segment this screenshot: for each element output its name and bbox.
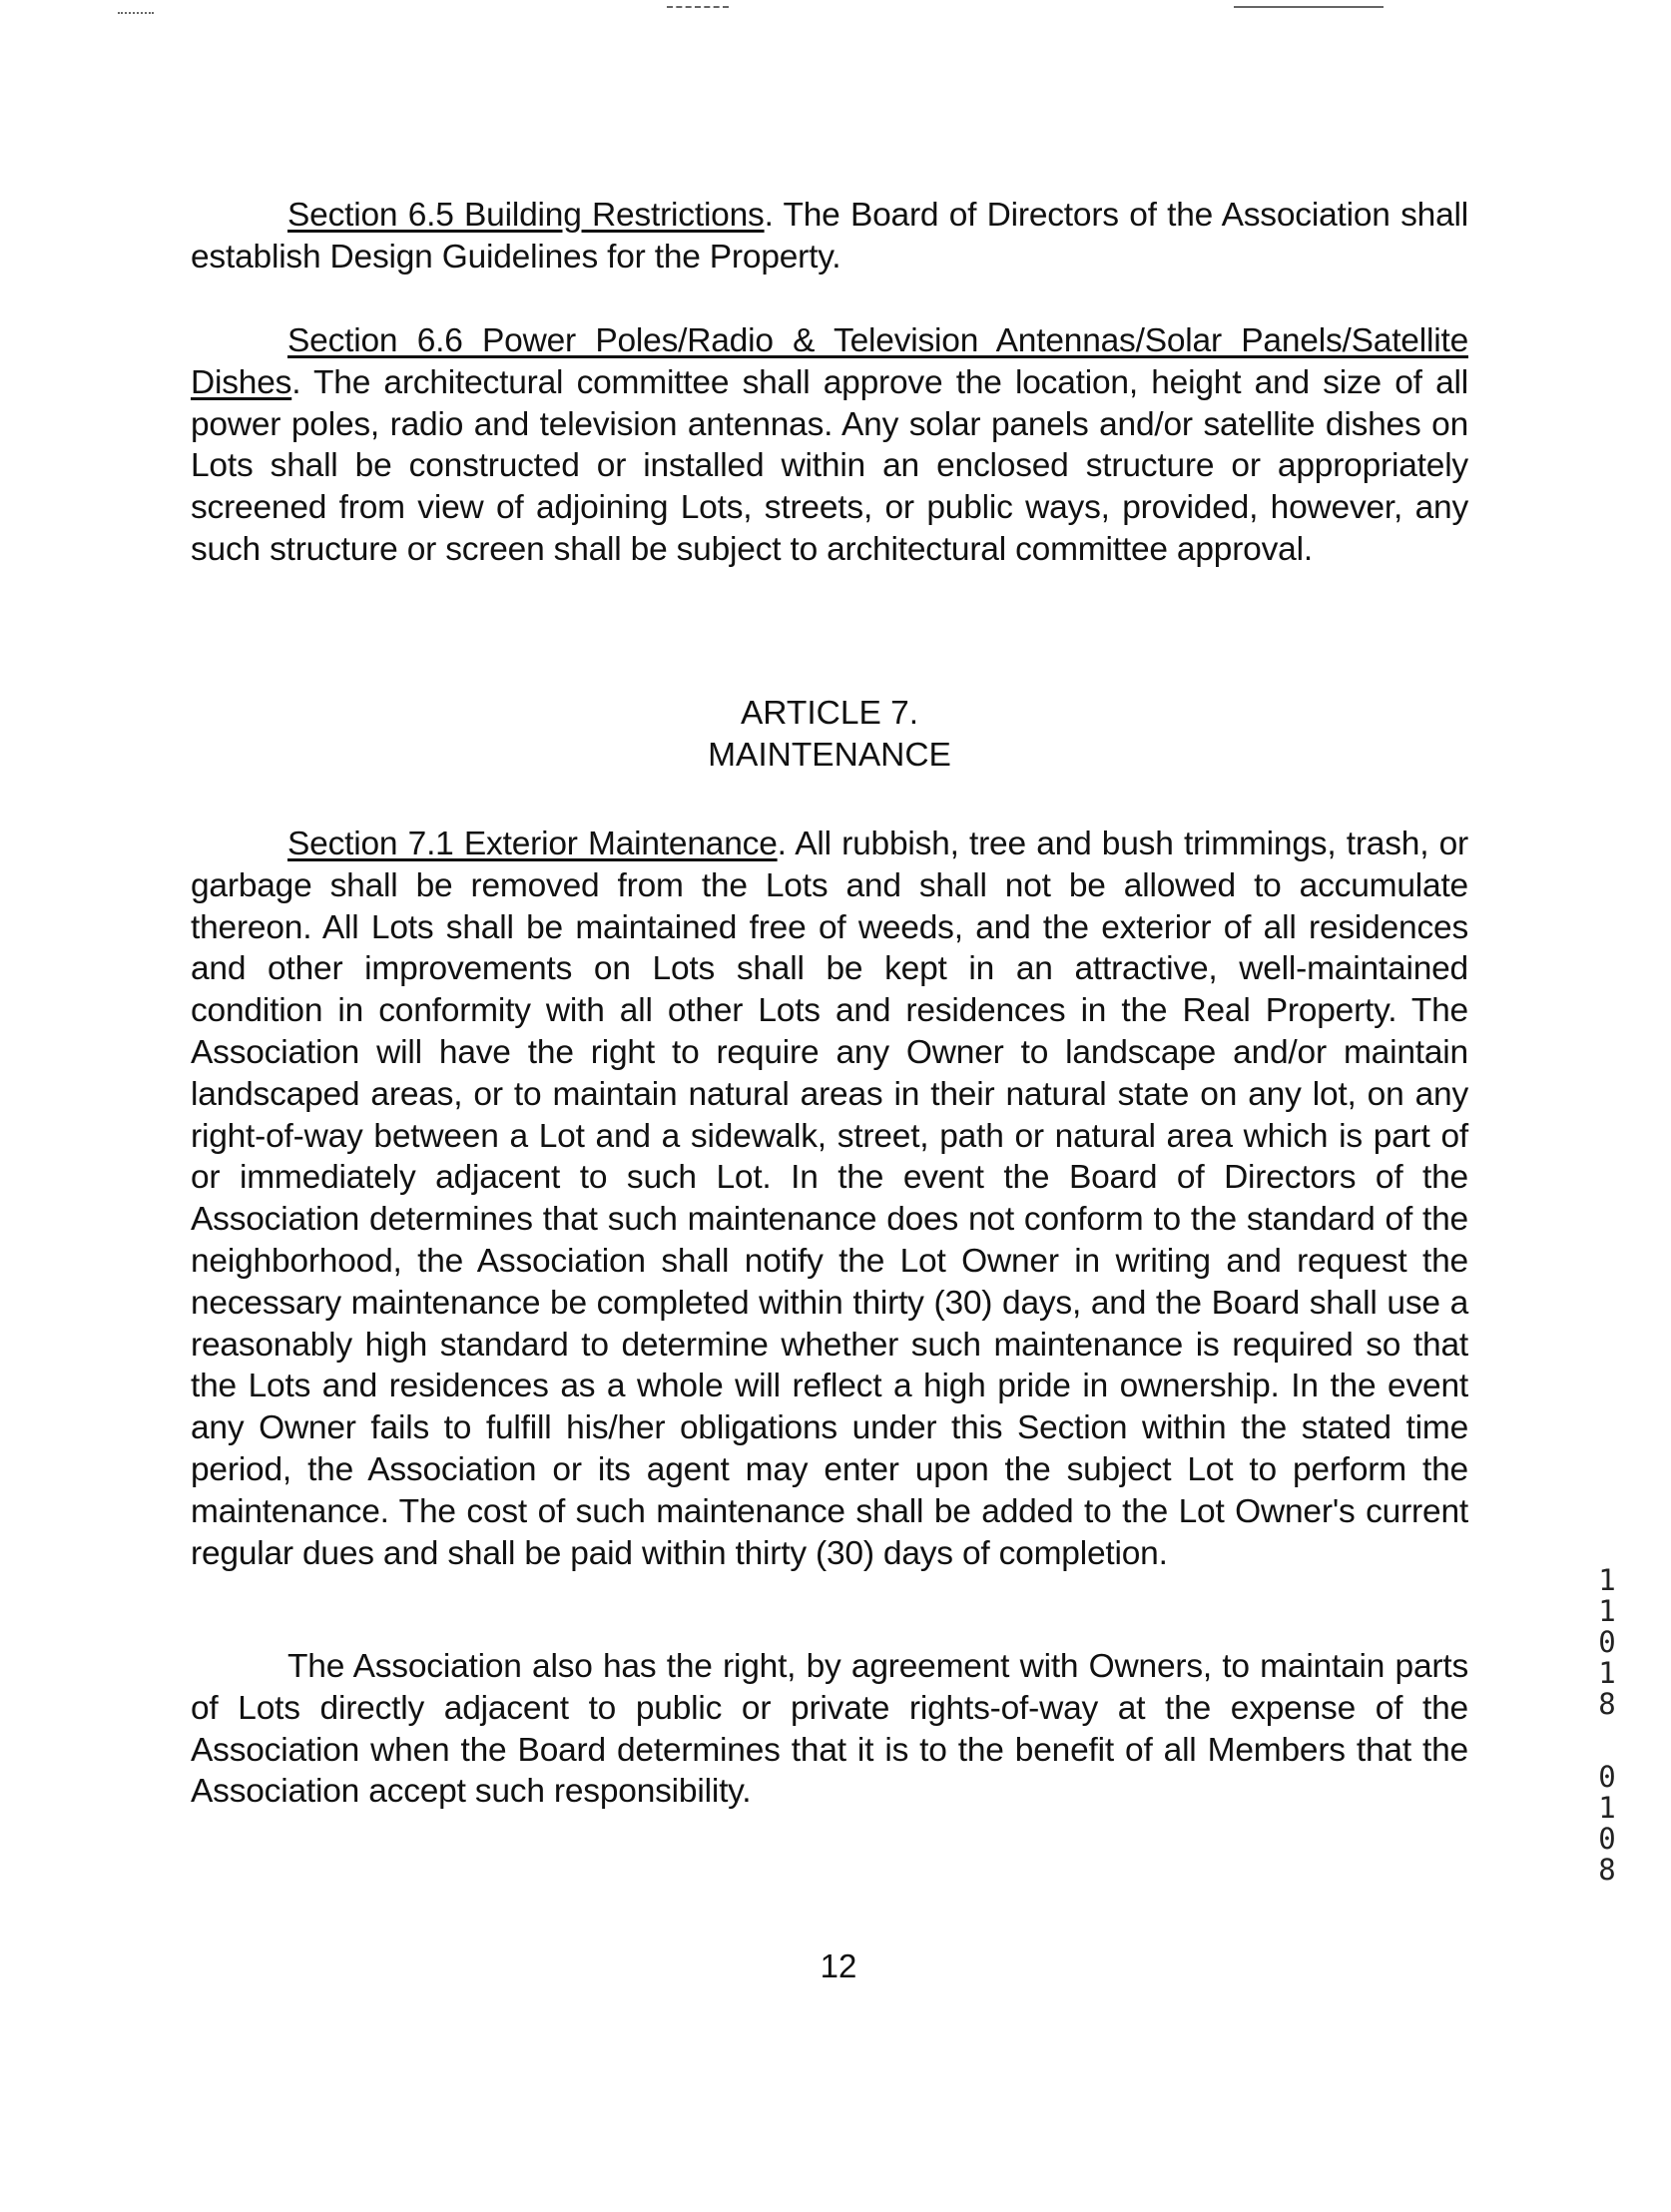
section-6-5-paragraph <box>191 195 1468 278</box>
association-paragraph: The Association also has the right, by agreement with Owners, to maintain parts of Lots directly adjacent to public or private rights-of-way at the expense of the Association when the Board determines that it is to the benefit of all Members that the Association accept such responsibility. <box>191 1648 1468 1811</box>
section-6-6-heading: Section 6.6 Power Poles/Radio & Television Antennas/Solar Panels/Satellite Dishes <box>191 322 1468 401</box>
section-6-6-body: . The architectural committee shall approve the location, height and size of all power poles, radio and television antennas. Any solar panels and/or satellite dishes on Lots shall be constructed or installed within an enclosed structure or appropriately screened from view of adjoining Lots, streets, or public ways, provided, however, any such structure or screen shall be subject to architectural committee approval. <box>191 363 1468 568</box>
stamp-digit: 1 <box>1598 1563 1616 1597</box>
article-number: ARTICLE 7. <box>740 695 919 732</box>
section-6-5-body: . The Board of Directors of the Association shall establish Design Guidelines for the Property. <box>191 197 1468 276</box>
stamp-digit: 8 <box>1598 1687 1616 1721</box>
section-7-1-paragraph <box>191 824 1468 1574</box>
page-number: 12 <box>820 1947 857 1984</box>
section-6-5-heading: Section 6.5 Building Restrictions <box>287 197 765 234</box>
section-6-6-paragraph <box>191 320 1468 571</box>
stamp-digit: 0 <box>1598 1625 1616 1659</box>
section-7-1-heading: Section 7.1 Exterior Maintenance <box>287 826 778 862</box>
scan-artifact-mark <box>1234 6 1384 8</box>
stamp-digit: 1 <box>1598 1656 1616 1690</box>
section-7-1-body: . All rubbish, tree and bush trimmings, trash, or garbage shall be removed from the Lots and shall not be allowed to accumulate thereon. All Lots shall be maintained free of weeds, and the exterior of all residences and other improvements on Lots shall be kept in an attractive, well-maintained condition in conformity with all other Lots and residences in the Real Property. The Association will have the right to require any Owner to landscape and/or maintain landscaped areas, or to maintain natural areas in their natural state on any lot, on any right-of-way between a Lot and a sidewalk, street, path or natural area which is part of or immediately adjacent to such Lot. In the event the Board of Directors of the Association determines that such maintenance does not conform to the standard of the neighborhood, the Association shall notify the Lot Owner in writing and request the necessary maintenance be completed within thirty (30) days, and the Board shall use a reasonably high standard to determine whether such maintenance is required so that the Lots and residences as a whole will reflect a high pride in ownership. In the event any Owner fails to fulfill his/her obligations under this Section within the stated time period, the Association or its agent may enter upon the subject Lot to perform the maintenance. The cost of such maintenance shall be added to the Lot Owner's current regular dues and shall be paid within thirty (30) days of completion. <box>191 826 1468 1572</box>
stamp-digit: 1 <box>1598 1594 1616 1628</box>
stamp-digit: 0 <box>1598 1760 1616 1794</box>
scan-artifact-mark <box>667 6 729 8</box>
stamp-digit: 1 <box>1598 1791 1616 1825</box>
stamp-digit: 0 <box>1598 1822 1616 1856</box>
scan-artifact-mark <box>118 12 154 14</box>
article-title: MAINTENANCE <box>708 737 951 774</box>
margin-document-number-stamp <box>1595 1565 1619 1886</box>
stamp-digit: 8 <box>1598 1853 1616 1887</box>
